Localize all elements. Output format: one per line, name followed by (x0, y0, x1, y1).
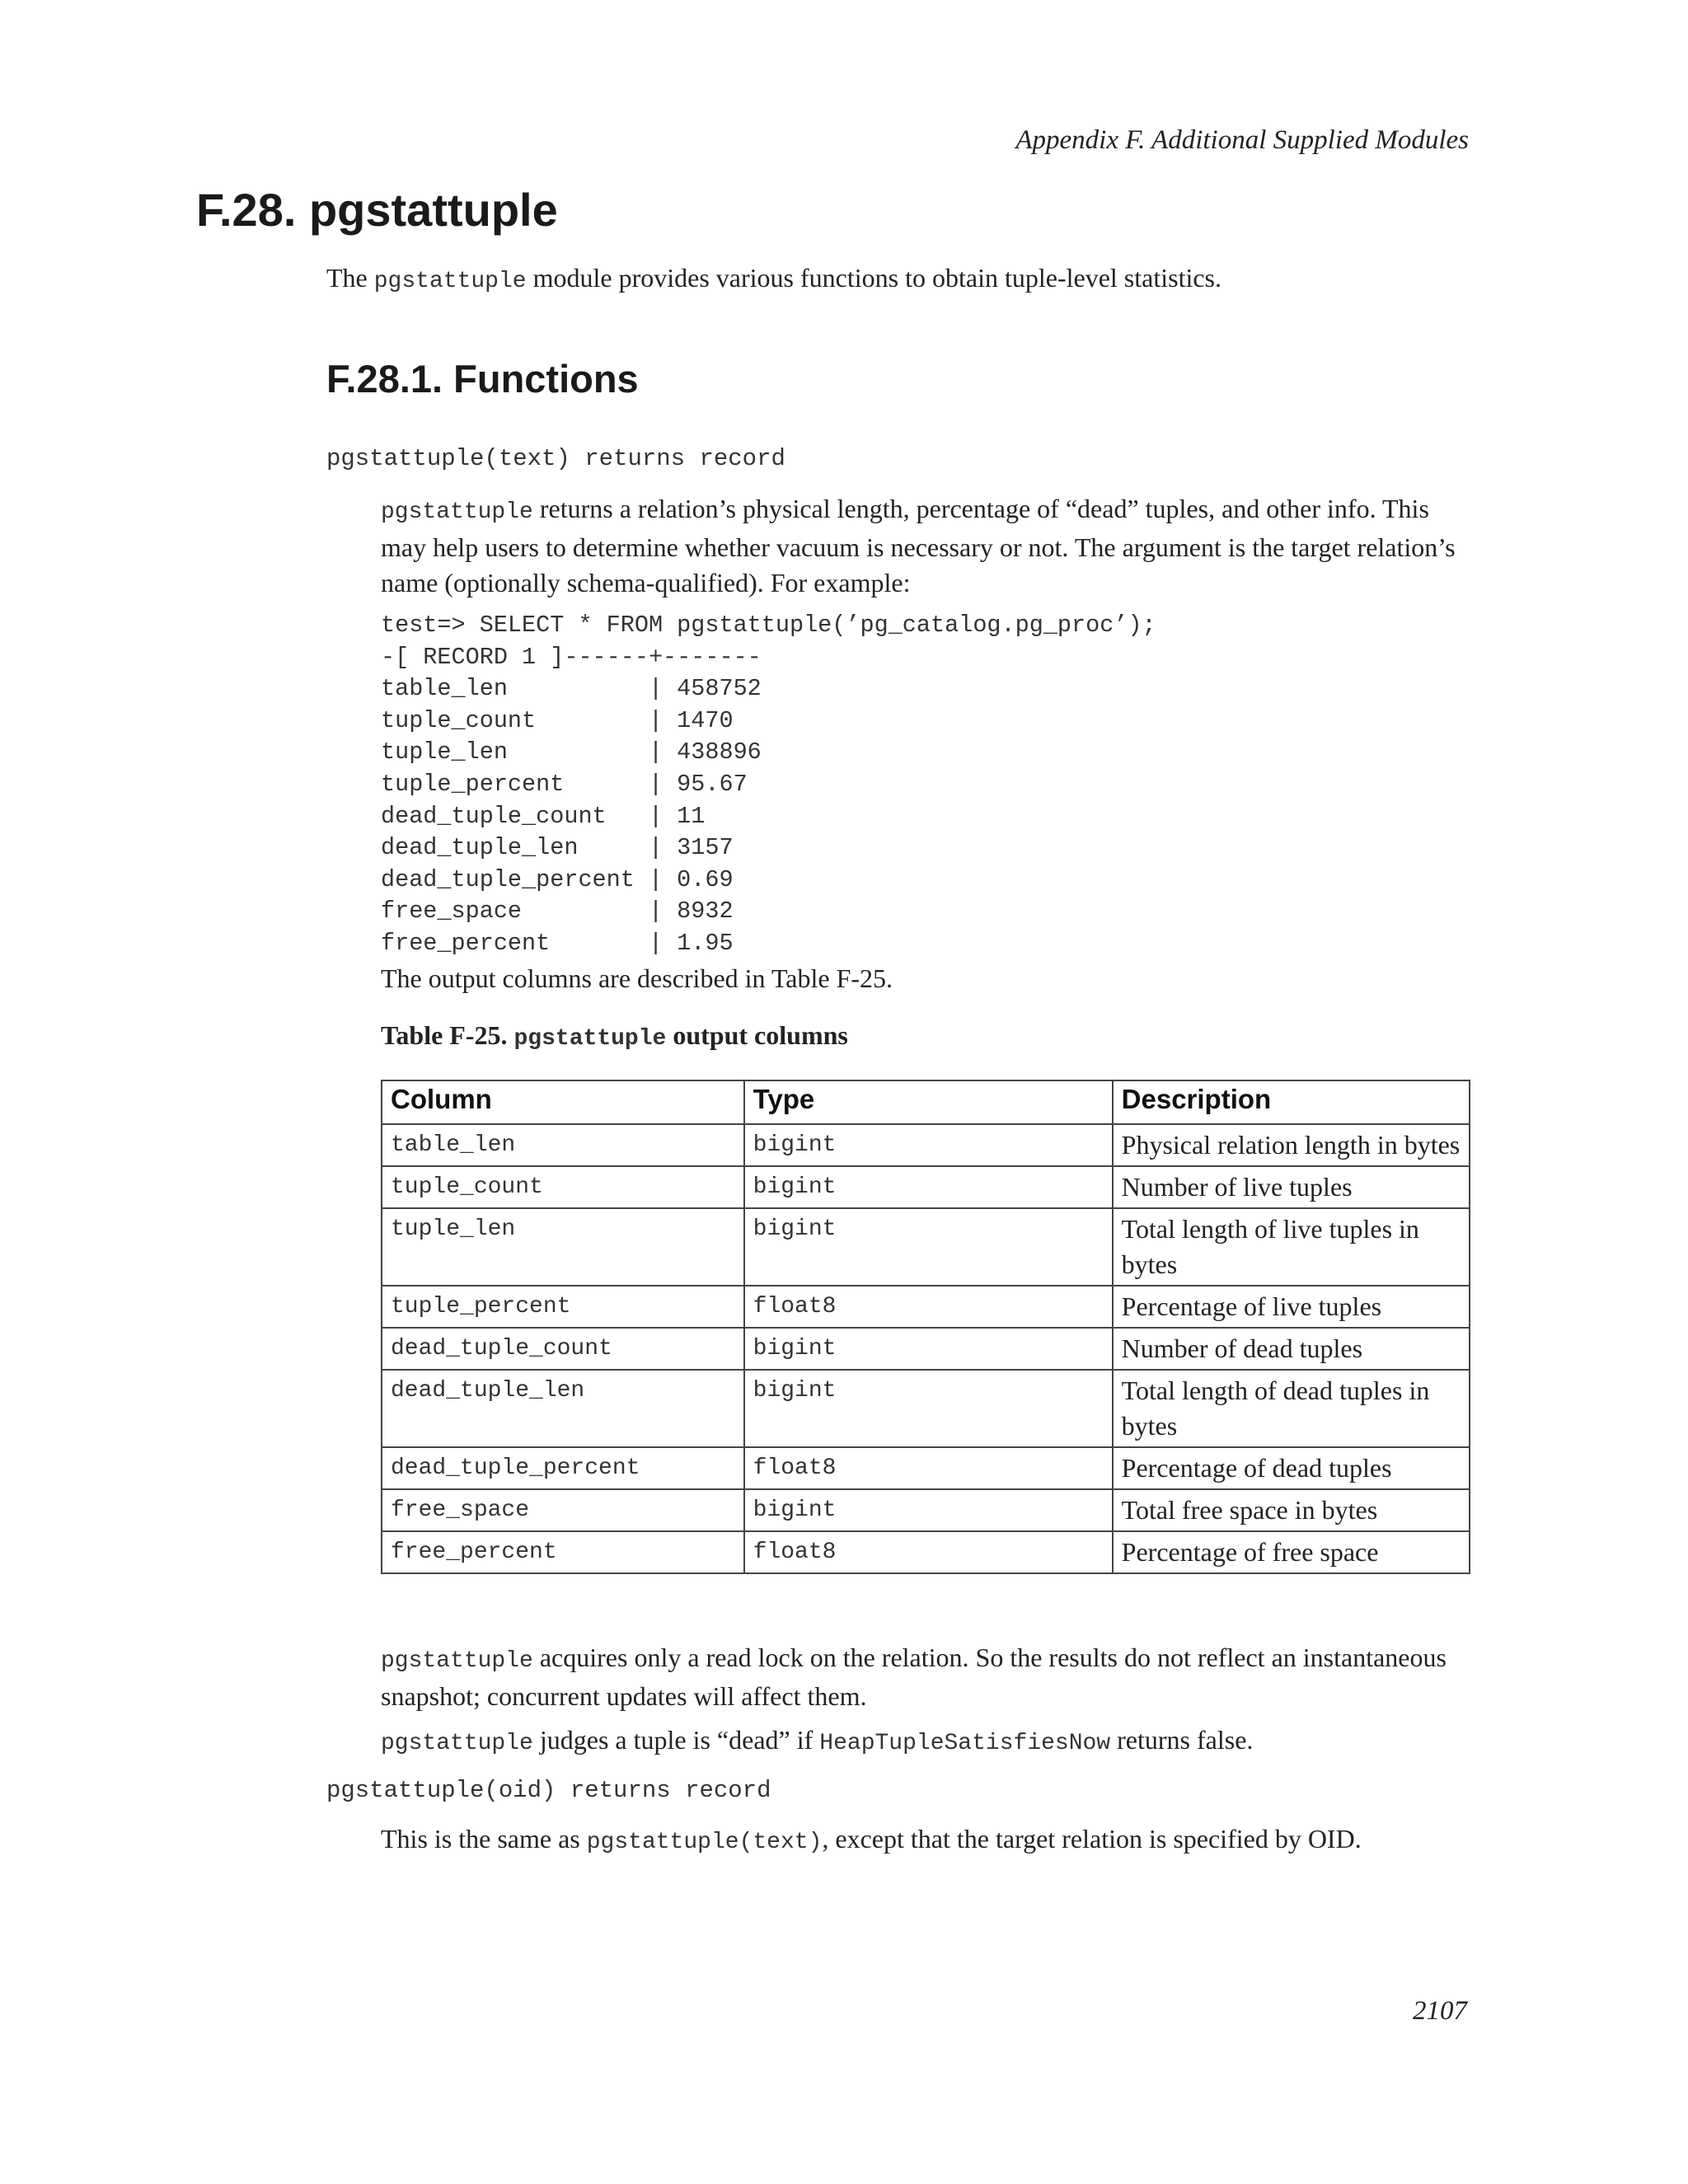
intro-paragraph (326, 260, 1221, 299)
header-description: Description (1113, 1080, 1470, 1124)
subsection-title: F.28.1. Functions (326, 357, 639, 401)
table-header-row (382, 1080, 1470, 1124)
table-reference-text: The output columns are described in Table F-25. (381, 963, 893, 993)
note1-text: acquires only a read lock on the relation. So the results do not reflect an instantaneous snapshot; concurrent updates will affect them. (381, 1643, 1447, 1711)
table-row (382, 1531, 1470, 1573)
oid-function-description (381, 1821, 1362, 1860)
cell-description: Number of live tuples (1113, 1166, 1470, 1208)
cell-column: free_space (382, 1489, 744, 1531)
cell-column: tuple_percent (382, 1286, 744, 1328)
table-row (382, 1208, 1470, 1286)
cell-column: free_percent (382, 1531, 744, 1573)
dead-tuple-note (381, 1722, 1253, 1761)
caption-pre: Table F-25. (381, 1020, 514, 1050)
page-number: 2107 (1413, 1996, 1467, 2026)
function-signature-text: pgstattuple(text) returns record (326, 445, 785, 472)
header-column: Column (382, 1080, 744, 1124)
cell-description: Total free space in bytes (1113, 1489, 1470, 1531)
cell-type: float8 (744, 1531, 1113, 1573)
cell-type: bigint (744, 1370, 1113, 1447)
note2-mid: judges a tuple is “dead” if (532, 1725, 820, 1755)
running-header: Appendix F. Additional Supplied Modules (1015, 125, 1469, 155)
cell-type: bigint (744, 1328, 1113, 1370)
desc-code: pgstattuple (381, 499, 533, 525)
cell-description: Number of dead tuples (1113, 1328, 1470, 1370)
note2-code: pgstattuple (381, 1731, 533, 1756)
cell-type: bigint (744, 1208, 1113, 1286)
cell-description: Total length of live tuples in bytes (1113, 1208, 1470, 1286)
desc2-post: , except that the target relation is specified by OID. (822, 1824, 1362, 1854)
cell-column: dead_tuple_count (382, 1328, 744, 1370)
table-row (382, 1286, 1470, 1328)
table-row (382, 1124, 1470, 1166)
caption-code: pgstattuple (513, 1026, 667, 1052)
note1-code: pgstattuple (381, 1648, 533, 1674)
output-columns-table (381, 1080, 1470, 1574)
desc2-pre: This is the same as (381, 1824, 587, 1854)
cell-type: bigint (744, 1166, 1113, 1208)
cell-column: dead_tuple_percent (382, 1447, 744, 1489)
table-caption (381, 1020, 848, 1052)
note2-post: returns false. (1110, 1725, 1254, 1755)
cell-type: float8 (744, 1447, 1113, 1489)
cell-column: tuple_len (382, 1208, 744, 1286)
cell-description: Physical relation length in bytes (1113, 1124, 1470, 1166)
table-row (382, 1370, 1470, 1447)
function-description (381, 491, 1469, 601)
header-type: Type (744, 1080, 1113, 1124)
note2-code2: HeapTupleSatisfiesNow (819, 1731, 1111, 1756)
table-row (382, 1166, 1470, 1208)
desc2-code: pgstattuple(text) (586, 1830, 823, 1855)
cell-description: Percentage of dead tuples (1113, 1447, 1470, 1489)
cell-description: Percentage of free space (1113, 1531, 1470, 1573)
cell-column: tuple_count (382, 1166, 744, 1208)
intro-code: pgstattuple (373, 269, 527, 294)
intro-pre: The (326, 263, 374, 293)
intro-post: module provides various functions to obtain tuple-level statistics. (526, 263, 1221, 293)
table-row (382, 1328, 1470, 1370)
example-code-block: test=> SELECT * FROM pgstattuple(’pg_catalog.pg_proc’); -[ RECORD 1 ]------+------- table_len | 458752 tuple_count | 1470 tuple_len | 438896 tuple_percent | 95.67 dead_tuple_count | 11 dead_tuple_len | 3157 dead_tuple_percent | 0.69 free_space | 8932 free_percent | 1.95 (381, 612, 1156, 957)
desc-text: returns a relation’s physical length, percentage of “dead” tuples, and other info. This may help users to determine whether vacuum is necessary or not. The argument is the target relation’s name (optionally schema-qualified). For example: (381, 494, 1456, 598)
table-row (382, 1489, 1470, 1531)
cell-type: bigint (744, 1489, 1113, 1531)
cell-column: dead_tuple_len (382, 1370, 744, 1447)
cell-description: Percentage of live tuples (1113, 1286, 1470, 1328)
cell-description: Total length of dead tuples in bytes (1113, 1370, 1470, 1447)
caption-post: output columns (666, 1020, 848, 1050)
cell-type: bigint (744, 1124, 1113, 1166)
cell-column: table_len (382, 1124, 744, 1166)
function-signature-oid: pgstattuple(oid) returns record (326, 1777, 771, 1804)
read-lock-note (381, 1640, 1469, 1714)
section-title: F.28. pgstattuple (196, 184, 558, 236)
cell-type: float8 (744, 1286, 1113, 1328)
table-row (382, 1447, 1470, 1489)
